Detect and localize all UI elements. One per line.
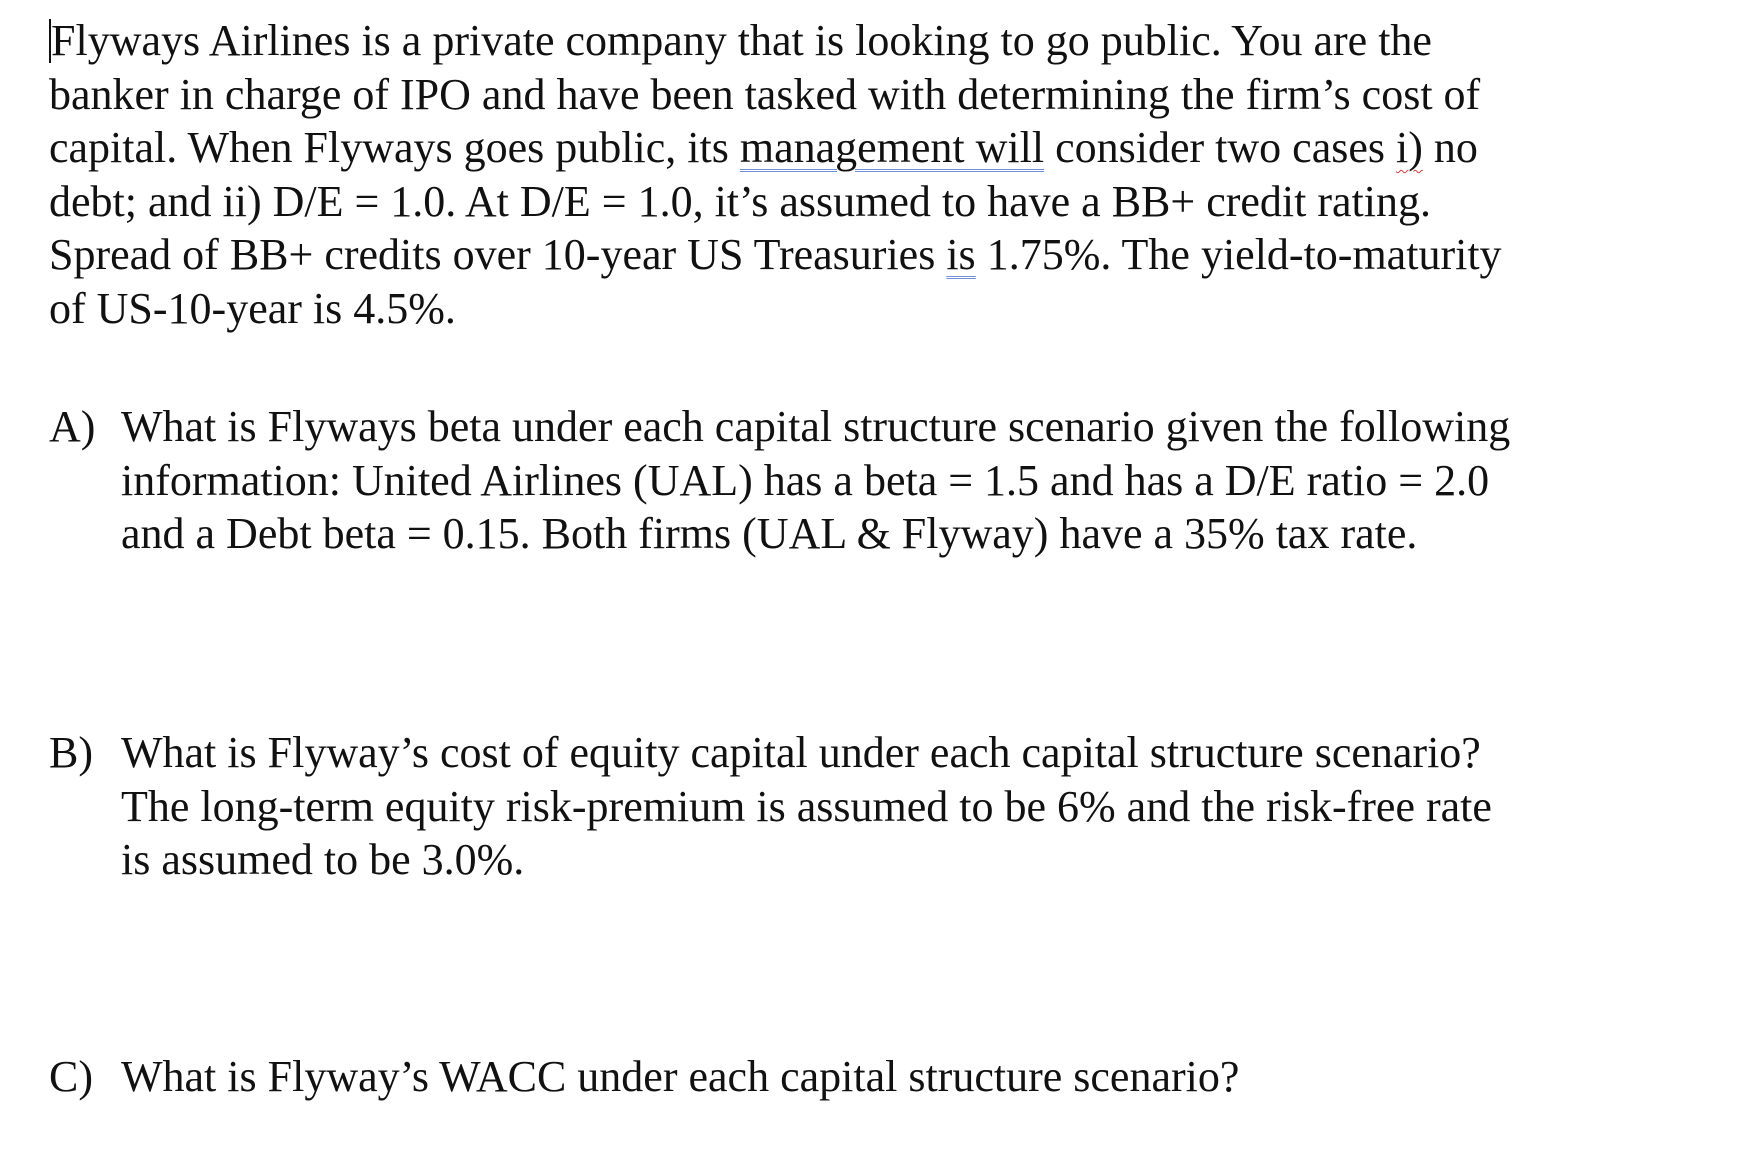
intro-line-2: banker in charge of IPO and have been tasked with determining the firm’s cost of [49,69,1481,119]
intro-line-5-part-a: Spread of BB+ credits over 10-year US Treasuries [49,230,947,279]
question-b-label: B) [49,728,93,777]
question-a-text [121,400,1589,561]
question-c-label: C) [49,1052,93,1101]
intro-line-4: debt; and ii) D/E = 1.0. At D/E = 1.0, it’s assumed to have a BB+ credit rating. [49,176,1432,226]
question-b-text [121,726,1589,887]
intro-line-5-part-c: 1.75%. The yield-to-maturity [975,230,1502,279]
intro-paragraph [49,14,1589,335]
grammar-flag-management-will[interactable]: management will [739,123,1045,172]
question-a-line-3: and a Debt beta = 0.15. Both firms (UAL & Flyway) have a 35% tax rate. [121,509,1418,558]
intro-line-1 [49,14,1589,68]
question-a [49,400,1589,561]
question-a-line-1: What is Flyways beta under each capital structure scenario given the following [121,402,1511,451]
intro-line-3-part-e: no [1422,123,1478,172]
question-c-text [121,1050,1589,1104]
question-b-line-2: The long-term equity risk-premium is assumed to be 6% and the risk-free rate [121,781,1492,831]
question-b [49,726,1589,887]
grammar-flag-is[interactable]: is [946,230,976,279]
spelling-flag-i[interactable]: i) [1396,123,1423,172]
document-body [49,14,1589,1101]
question-c-line-1: What is Flyway’s WACC under each capital structure scenario? [121,1052,1240,1101]
question-b-line-1: What is Flyway’s cost of equity capital under each capital structure scenario? [121,728,1481,777]
intro-line-6: of US-10-year is 4.5%. [49,283,456,333]
question-a-line-2: information: United Airlines (UAL) has a beta = 1.5 and has a D/E ratio = 2.0 [121,455,1490,505]
intro-line-1-text: Flyways Airlines is a private company that is looking to go public. You are the [51,16,1432,65]
intro-line-5 [49,228,1589,282]
question-b-line-3: is assumed to be 3.0%. [121,835,525,884]
question-a-label: A) [49,402,96,451]
intro-line-3 [49,121,1589,175]
intro-line-3-part-a: capital. When Flyways goes public, its [49,123,740,172]
intro-line-3-part-c: consider two cases [1044,123,1397,172]
question-c [49,1050,1589,1104]
